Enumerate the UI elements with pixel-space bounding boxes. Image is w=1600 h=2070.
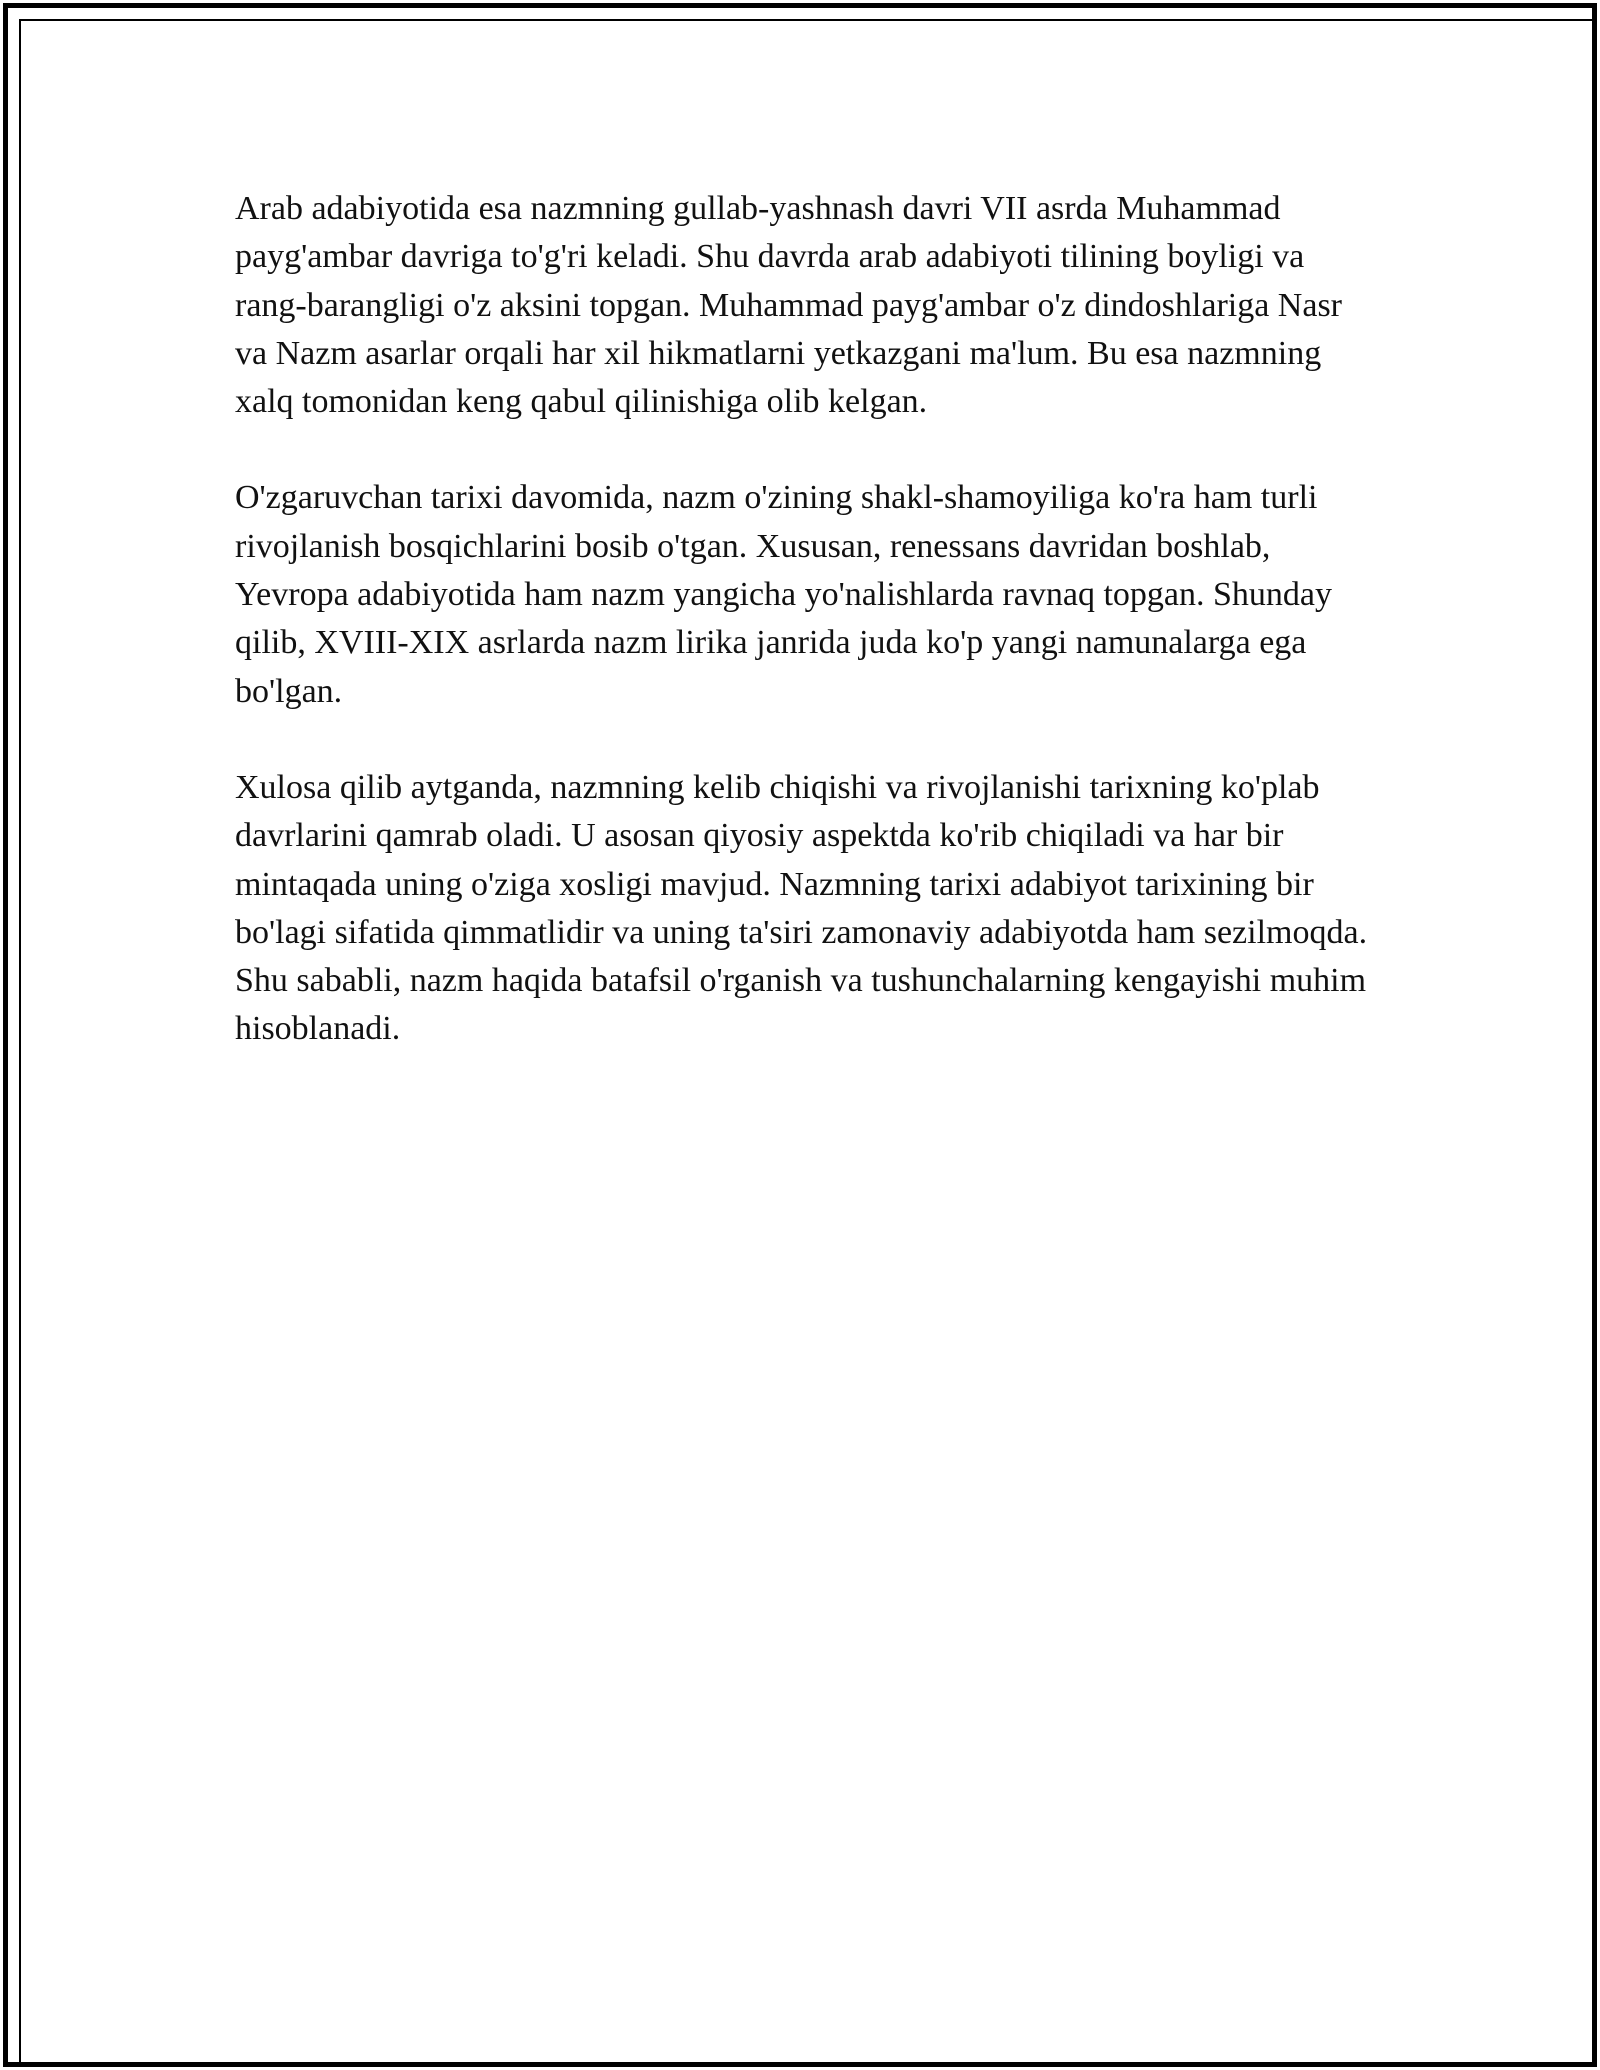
paragraph-3: Xulosa qilib aytganda, nazmning kelib chiqishi va rivojlanishi tarixning ko'plab davrlarini qamrab oladi. U asosan qiyosiy aspektda ko'rib chiqiladi va har bir mintaqada uning o'ziga xosligi mavjud. Nazmning tarixi adabiyot tarixining bir bo'lagi sifatida qimmatlidir va uning ta'siri zamonaviy adabiyotda ham sezilmoqda. Shu sababli, nazm haqida batafsil o'rganish va tushunchalarning kengayishi muhim hisoblanadi. [235, 768, 1368, 1048]
document-body [235, 185, 1375, 1102]
paragraph-2: O'zgaruvchan tarixi davomida, nazm o'zining shakl-shamoyiliga ko'ra ham turli rivojlanish bosqichlarini bosib o'tgan. Xususan, renessans davridan boshlab, Yevropa adabiyotida ham nazm yangicha yo'nalishlarda ravnaq topgan. Shunday qilib, XVIII-XIX asrlarda nazm lirika janrida juda ko'p yangi namunalarga ega bo'lgan. [235, 479, 1332, 710]
paragraph-1: Arab adabiyotida esa nazmning gullab-yashnash davri VII asrda Muhammad payg'ambar davriga to'g'ri keladi. Shu davrda arab adabiyoti tilining boyligi va rang-barangligi o'z aksini topgan. Muhammad payg'ambar o'z dindoshlariga Nasr va Nazm asarlar orqali har xil hikmatlarni yetkazgani ma'lum. Bu esa nazmning xalq tomonidan keng qabul qilinishiga olib kelgan. [235, 190, 1343, 421]
